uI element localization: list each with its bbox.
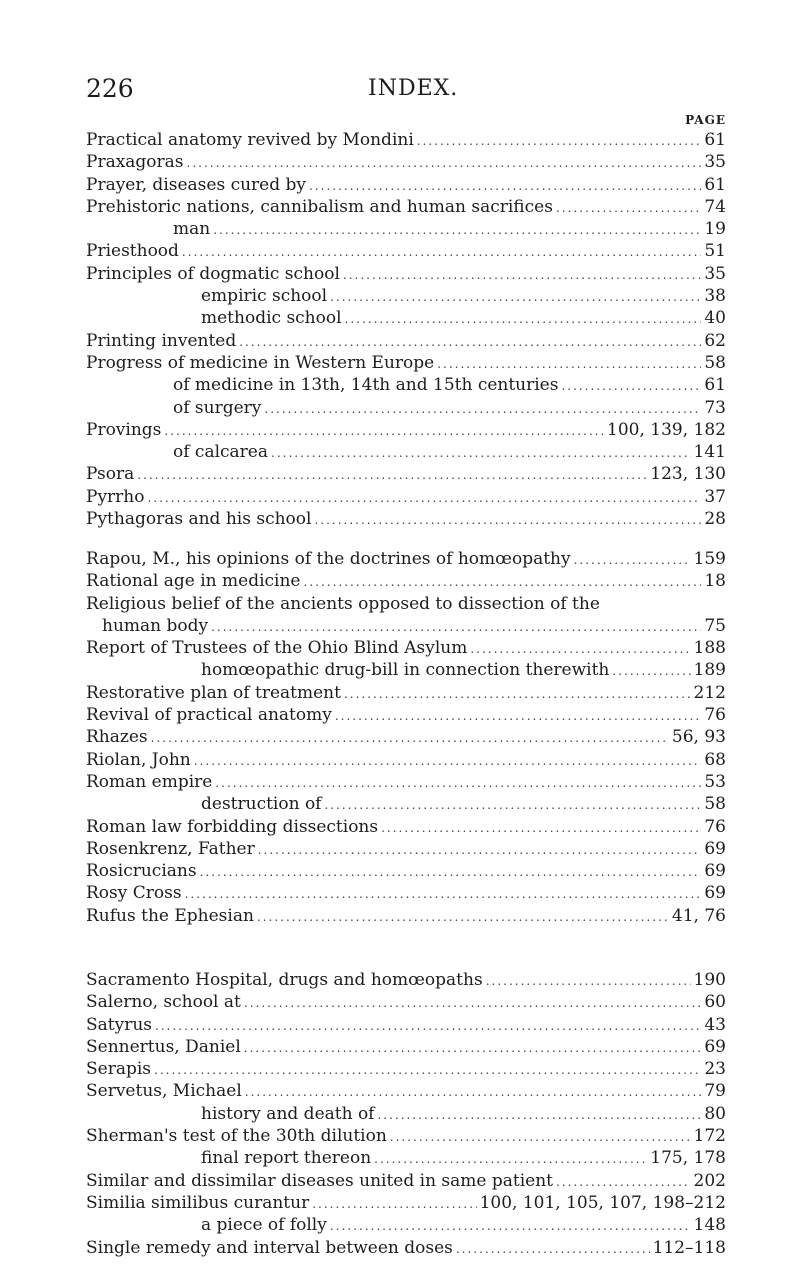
entry-page: 23	[704, 1059, 726, 1080]
index-entry	[86, 571, 726, 593]
entry-label: Rapou, M., his opinions of the doctrines of homœopathy	[86, 549, 571, 569]
entry-label: Prehistoric nations, cannibalism and human sacrifices	[86, 196, 553, 217]
entry-label: Religious belief of the ancients opposed to dissection of the	[86, 593, 600, 614]
entry-label: Priesthood	[86, 241, 179, 262]
entry-page: 202	[693, 1170, 726, 1191]
leader-dots	[437, 357, 701, 371]
entry-label: destruction of	[201, 794, 322, 815]
entry-page: 35	[704, 152, 726, 173]
index-entry	[86, 772, 726, 794]
index-entry	[86, 1126, 726, 1148]
leader-dots	[330, 290, 701, 304]
entry-page: 159	[693, 549, 726, 569]
index-entry	[86, 420, 726, 442]
entry-label: Principles of dogmatic school	[86, 263, 340, 284]
leader-dots	[239, 335, 701, 349]
leader-dots	[345, 312, 702, 326]
leader-dots	[213, 223, 701, 237]
entry-label: Single remedy and interval between doses	[86, 1237, 453, 1258]
index-entry	[86, 660, 726, 682]
leader-dots	[187, 156, 702, 170]
index-entry	[86, 1037, 726, 1059]
leader-dots	[612, 664, 690, 678]
index-entry	[86, 794, 726, 816]
entry-label: Rational age in medicine	[86, 571, 301, 592]
entry-page: 189	[693, 660, 726, 681]
entry-page: 61	[704, 375, 726, 396]
entry-label: Salerno, school at	[86, 992, 241, 1013]
leader-dots	[147, 491, 701, 505]
leader-dots	[245, 1085, 702, 1099]
leader-dots	[258, 843, 702, 857]
index-entry	[86, 616, 726, 638]
leader-dots	[137, 468, 647, 482]
leader-dots	[486, 974, 691, 988]
entry-page: 69	[704, 838, 726, 859]
entry-page: 79	[704, 1081, 726, 1102]
entry-label: Servetus, Michael	[86, 1081, 242, 1102]
entry-label: Revival of practical anatomy	[86, 705, 332, 726]
page-number: 226	[86, 74, 134, 103]
index-entry	[86, 487, 726, 509]
leader-dots	[314, 513, 701, 527]
index-entry	[86, 750, 726, 772]
leader-dots	[335, 709, 702, 723]
entry-page: 35	[704, 263, 726, 284]
entry-label: Rufus the Ephesian	[86, 905, 254, 926]
entry-label: Pythagoras and his school	[86, 509, 312, 530]
index-entry	[86, 1148, 726, 1170]
entry-page: 40	[704, 308, 726, 329]
entry-label: Roman law forbidding dissections	[86, 816, 379, 837]
leader-dots	[211, 620, 701, 634]
entry-page: 100, 139, 182	[607, 419, 726, 440]
index-entry	[86, 638, 726, 660]
entry-page: 62	[704, 330, 726, 351]
index-section-r	[86, 549, 726, 928]
entry-label: Prayer, diseases cured by	[86, 174, 307, 195]
leader-dots	[244, 1041, 702, 1055]
index-entry	[86, 375, 726, 397]
leader-dots	[264, 402, 701, 416]
entry-label: Satyrus	[86, 1014, 153, 1035]
entry-label: final report thereon	[201, 1148, 372, 1169]
index-entry	[86, 1059, 726, 1081]
entry-page: 76	[704, 816, 726, 837]
index-entry	[86, 683, 726, 705]
leader-dots	[390, 1130, 691, 1144]
entry-label: of surgery	[173, 397, 262, 418]
index-entry	[86, 883, 726, 905]
entry-page: 58	[704, 352, 726, 373]
index-entry	[86, 308, 726, 330]
index-entry	[86, 705, 726, 727]
entry-label: homœopathic drug-bill in connection therewith	[201, 660, 610, 681]
index-entry	[86, 130, 726, 152]
index-entry	[86, 331, 726, 353]
leader-dots	[194, 754, 702, 768]
entry-label: Sennertus, Daniel	[86, 1036, 241, 1057]
leader-dots	[151, 731, 669, 745]
entry-page: 172	[693, 1126, 726, 1147]
entry-label: of calcarea	[173, 442, 269, 463]
entry-page: 69	[704, 861, 726, 882]
entry-page: 212	[693, 682, 726, 703]
index-entry	[86, 1104, 726, 1126]
entry-label: Progress of medicine in Western Europe	[86, 352, 435, 373]
leader-dots	[164, 424, 604, 438]
index-entry	[86, 861, 726, 883]
entry-page: 190	[693, 970, 726, 990]
entry-label: Roman empire	[86, 771, 213, 792]
leader-dots	[309, 179, 701, 193]
index-entry	[86, 175, 726, 197]
leader-dots	[215, 776, 701, 790]
entry-page: 69	[704, 883, 726, 904]
leader-dots	[381, 821, 701, 835]
index-entry	[86, 1171, 726, 1193]
index-entry	[86, 1193, 726, 1215]
index-entry	[86, 906, 726, 928]
index-entry	[86, 970, 726, 992]
entry-page: 43	[704, 1014, 726, 1035]
leader-dots	[561, 379, 701, 393]
entry-label: Report of Trustees of the Ohio Blind Asylum	[86, 638, 468, 659]
index-entry	[86, 509, 726, 531]
leader-dots	[200, 865, 702, 879]
entry-label: Similia similibus curantur	[86, 1192, 310, 1213]
index-entry	[86, 1081, 726, 1103]
entry-label: Practical anatomy revived by Mondini	[86, 130, 414, 150]
entry-label: Rhazes	[86, 727, 148, 748]
leader-dots	[470, 642, 690, 656]
entry-page: 69	[704, 1036, 726, 1057]
entry-page: 51	[704, 241, 726, 262]
leader-dots	[324, 798, 701, 812]
entry-label: man	[173, 219, 211, 240]
index-entry	[86, 264, 726, 286]
entry-label: Provings	[86, 419, 162, 440]
index-section-p	[86, 130, 726, 531]
entry-page: 19	[704, 219, 726, 240]
page-header	[86, 74, 726, 104]
entry-page: 80	[704, 1103, 726, 1124]
entry-page: 58	[704, 794, 726, 815]
index-entry	[86, 1015, 726, 1037]
entry-page: 76	[704, 705, 726, 726]
entry-label: of medicine in 13th, 14th and 15th centuries	[173, 375, 559, 396]
index-entry	[86, 219, 726, 241]
entry-label: Rosicrucians	[86, 861, 197, 882]
entry-page: 188	[693, 638, 726, 659]
index-entry	[86, 1238, 726, 1260]
index-entry	[86, 549, 726, 571]
leader-dots	[271, 446, 691, 460]
leader-dots	[304, 575, 702, 589]
entry-page: 148	[693, 1215, 726, 1236]
page-column-label: PAGE	[685, 113, 726, 127]
index-entry	[86, 241, 726, 263]
index-entry	[86, 442, 726, 464]
entry-page: 73	[704, 397, 726, 418]
leader-dots	[330, 1219, 691, 1233]
entry-label: Similar and dissimilar diseases united in same patient	[86, 1170, 554, 1191]
entry-label: Serapis	[86, 1059, 152, 1080]
leader-dots	[574, 553, 691, 567]
entry-page: 53	[704, 771, 726, 792]
entry-page: 28	[704, 509, 726, 530]
leader-dots	[556, 201, 701, 215]
leader-dots	[244, 996, 701, 1010]
entry-label: empiric school	[201, 286, 328, 307]
index-entry	[86, 152, 726, 174]
index-entry	[86, 992, 726, 1014]
leader-dots	[155, 1019, 701, 1033]
index-entry	[86, 353, 726, 375]
entry-page: 75	[704, 615, 726, 636]
leader-dots	[374, 1152, 647, 1166]
page-title: INDEX.	[368, 76, 459, 101]
leader-dots	[182, 245, 701, 259]
index-entry	[86, 727, 726, 749]
entry-label: Sacramento Hospital, drugs and homœopaths	[86, 970, 483, 990]
leader-dots	[556, 1175, 691, 1189]
index-entry	[86, 398, 726, 420]
entry-label: Restorative plan of treatment	[86, 682, 341, 703]
entry-label: Printing invented	[86, 330, 237, 351]
leader-dots	[377, 1108, 701, 1122]
leader-dots	[344, 687, 691, 701]
entry-label: Riolan, John	[86, 749, 191, 770]
leader-dots	[456, 1242, 650, 1256]
entry-label: Pyrrho	[86, 486, 145, 507]
leader-dots	[185, 887, 702, 901]
entry-page: 41, 76	[671, 905, 726, 926]
entry-page: 60	[704, 992, 726, 1013]
leader-dots	[154, 1063, 701, 1077]
entry-page: 38	[704, 286, 726, 307]
leader-dots	[417, 134, 702, 148]
entry-page: 100, 101, 105, 107, 198–212	[479, 1192, 726, 1213]
entry-label: human body	[102, 615, 209, 636]
index-entry	[86, 594, 726, 616]
index-entry	[86, 817, 726, 839]
entry-label: a piece of folly	[201, 1215, 327, 1236]
entry-label: Psora	[86, 464, 135, 485]
entry-label: Rosy Cross	[86, 883, 182, 904]
entry-page: 37	[704, 486, 726, 507]
entry-label: methodic school	[201, 308, 342, 329]
entry-label: history and death of	[201, 1103, 375, 1124]
entry-page: 141	[693, 442, 726, 463]
entry-label: Rosenkrenz, Father	[86, 838, 255, 859]
index-entry	[86, 839, 726, 861]
index-section-s	[86, 970, 726, 1260]
entry-page: 175, 178	[650, 1148, 726, 1169]
entry-label: Praxagoras	[86, 152, 184, 173]
index-entry	[86, 464, 726, 486]
entry-page: 61	[704, 174, 726, 195]
index-entry	[86, 286, 726, 308]
leader-dots	[312, 1197, 476, 1211]
leader-dots	[257, 910, 669, 924]
entry-page: 56, 93	[671, 727, 726, 748]
entry-page: 112–118	[652, 1237, 726, 1258]
leader-dots	[343, 268, 701, 282]
index-entry	[86, 197, 726, 219]
entry-label: Sherman's test of the 30th dilution	[86, 1126, 387, 1147]
entry-page: 18	[704, 571, 726, 592]
index-entry	[86, 1215, 726, 1237]
entry-page: 68	[704, 749, 726, 770]
entry-page: 61	[704, 130, 726, 150]
entry-page: 74	[704, 196, 726, 217]
entry-page: 123, 130	[650, 464, 726, 485]
